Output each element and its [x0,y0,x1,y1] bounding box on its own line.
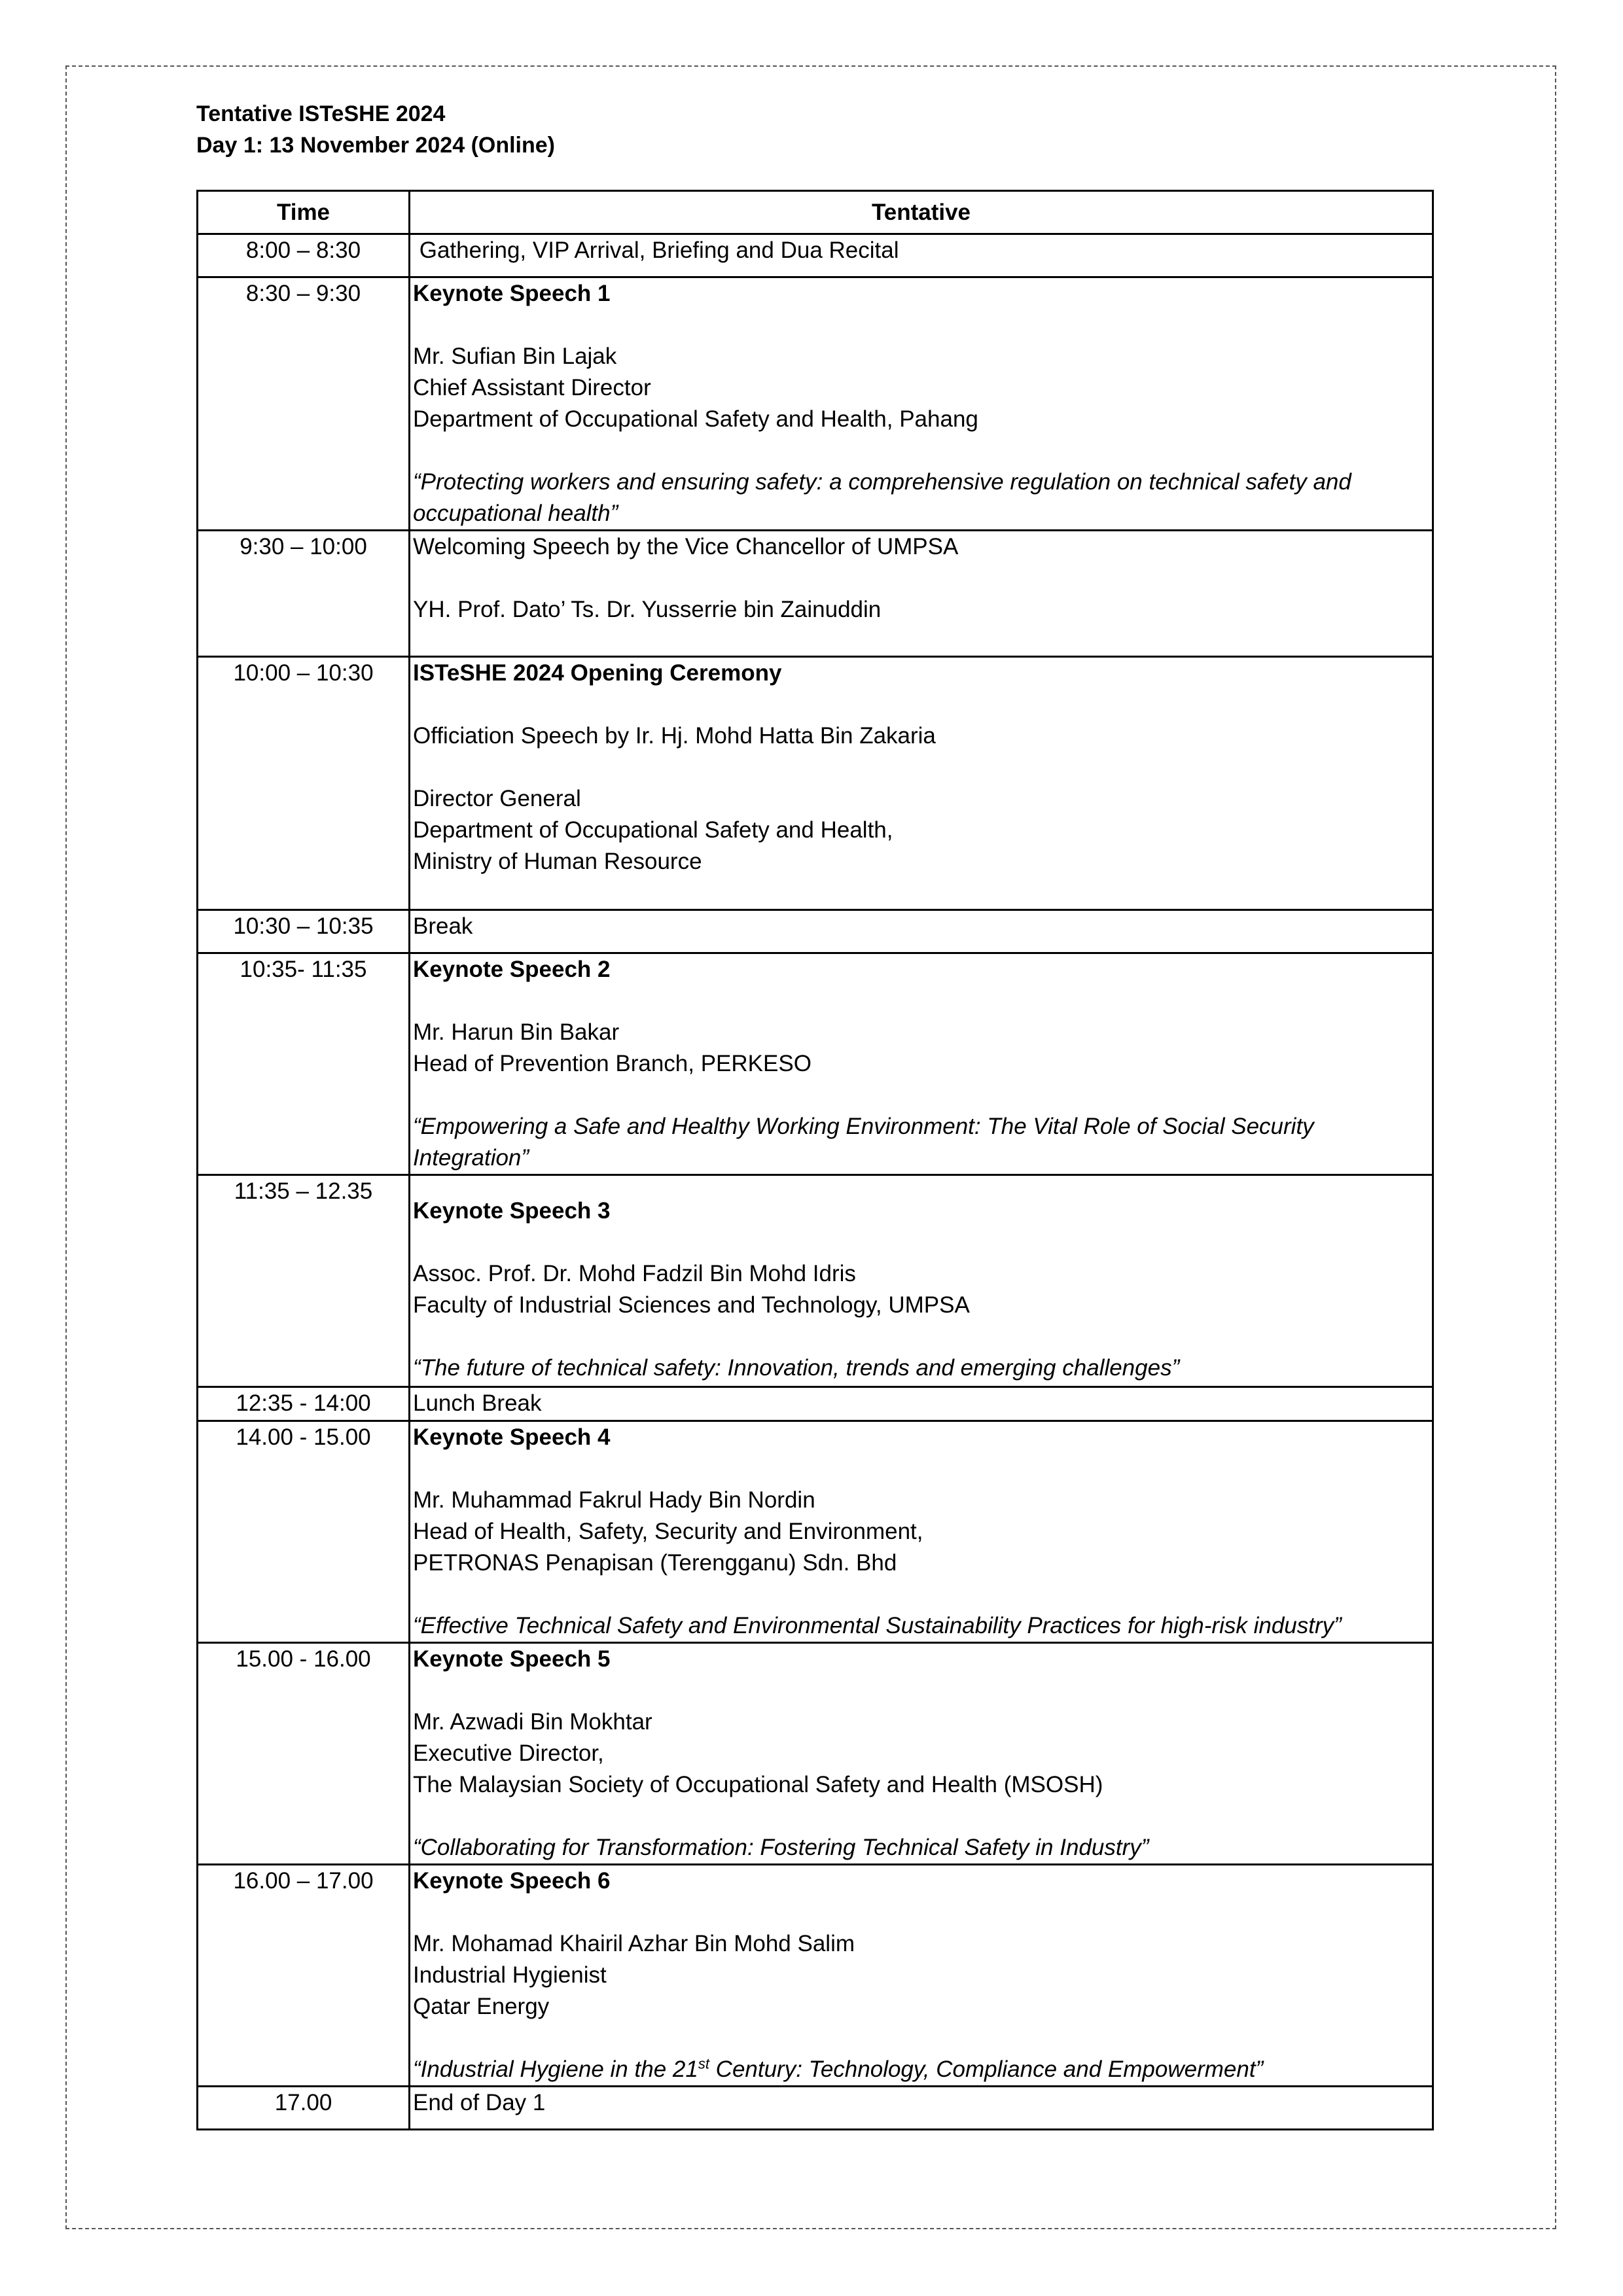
speech-topic-part-1: “Industrial Hygiene in the 21 [413,2057,698,2082]
session-title: Keynote Speech 6 [413,1868,611,1894]
tentative-cell [410,1643,1433,1865]
session-title: ISTeSHE 2024 Opening Ceremony [413,660,782,686]
session-text: Gathering, VIP Arrival, Briefing and Dua Recital [413,238,899,263]
tentative-header: Tentative [410,191,1433,234]
tentative-cell [410,531,1433,657]
speaker-organization: PETRONAS Penapisan (Terengganu) Sdn. Bhd [413,1550,897,1576]
tentative-cell [410,277,1433,531]
speech-topic: “The future of technical safety: Innovation, trends and emerging challenges” [413,1355,1180,1381]
speaker-name: Mr. Mohamad Khairil Azhar Bin Mohd Salim [413,1931,855,1956]
schedule-row-keynote-6 [198,1865,1433,2087]
schedule-row-keynote-1 [198,277,1433,531]
session-title: Keynote Speech 3 [413,1198,611,1224]
session-text: End of Day 1 [413,2090,546,2115]
speech-topic: “Protecting workers and ensuring safety: a comprehensive regulation on technical safety and occupational health” [413,469,1351,526]
speaker-role: Executive Director, [413,1740,604,1766]
session-text: Welcoming Speech by the Vice Chancellor of UMPSA [413,534,959,559]
tentative-cell [410,1865,1433,2087]
session-title: Keynote Speech 1 [413,281,611,306]
speech-topic: “Effective Technical Safety and Environmental Sustainability Practices for high-risk industry” [413,1613,1342,1638]
table-header-row [198,191,1433,234]
speech-topic: “Empowering a Safe and Healthy Working Environment: The Vital Role of Social Security Integration” [413,1114,1314,1171]
document-heading [196,98,555,161]
document-title: Tentative ISTeSHE 2024 [196,101,446,126]
speaker-name: Assoc. Prof. Dr. Mohd Fadzil Bin Mohd Idris [413,1261,856,1286]
speaker-role: Director General [413,786,581,811]
time-cell: 16.00 – 17.00 [198,1865,410,2087]
speaker-name: Mr. Azwadi Bin Mokhtar [413,1709,652,1735]
time-cell: 8:00 – 8:30 [198,234,410,277]
schedule-row-keynote-4 [198,1421,1433,1643]
speaker-role: Faculty of Industrial Sciences and Technology, UMPSA [413,1292,970,1318]
document-subtitle: Day 1: 13 November 2024 (Online) [196,133,556,158]
tentative-cell [410,910,1433,953]
session-text: Officiation Speech by Ir. Hj. Mohd Hatta Bin Zakaria [413,723,936,749]
session-text: Break [413,913,473,939]
speech-topic-part-2: Century: Technology, Compliance and Empowerment” [709,2057,1264,2082]
speaker-role: Industrial Hygienist [413,1962,607,1988]
speech-topic [413,2054,1429,2085]
session-title: Keynote Speech 4 [413,1424,611,1450]
schedule-row-end-of-day [198,2087,1433,2130]
session-title: Keynote Speech 2 [413,957,611,982]
time-cell: 14.00 - 15.00 [198,1421,410,1643]
tentative-cell [410,1387,1433,1421]
time-cell: 9:30 – 10:00 [198,531,410,657]
schedule-row-gathering [198,234,1433,277]
speaker-ministry: Ministry of Human Resource [413,849,702,874]
tentative-cell [410,234,1433,277]
schedule-row-opening-ceremony [198,657,1433,910]
speaker-role: Head of Prevention Branch, PERKESO [413,1051,812,1076]
speaker-organization: Department of Occupational Safety and Health, Pahang [413,406,978,432]
tentative-cell [410,2087,1433,2130]
schedule-row-keynote-3 [198,1175,1433,1387]
session-text: Lunch Break [413,1390,542,1416]
time-cell: 10:30 – 10:35 [198,910,410,953]
schedule-table [196,190,1434,2130]
speaker-name: Mr. Harun Bin Bakar [413,1019,620,1045]
tentative-cell [410,953,1433,1175]
session-title: Keynote Speech 5 [413,1646,611,1672]
speech-topic-superscript: st [698,2055,709,2072]
schedule-row-lunch-break [198,1387,1433,1421]
time-header: Time [198,191,410,234]
schedule-row-keynote-2 [198,953,1433,1175]
schedule-row-welcoming [198,531,1433,657]
tentative-cell [410,1175,1433,1387]
speaker-name: Mr. Sufian Bin Lajak [413,344,617,369]
time-cell: 15.00 - 16.00 [198,1643,410,1865]
time-cell: 17.00 [198,2087,410,2130]
speaker-name: Mr. Muhammad Fakrul Hady Bin Nordin [413,1487,815,1513]
time-cell: 11:35 – 12.35 [198,1175,410,1387]
speaker-role: Head of Health, Safety, Security and Environment, [413,1519,923,1544]
schedule-row-keynote-5 [198,1643,1433,1865]
time-cell: 10:00 – 10:30 [198,657,410,910]
speaker-name: YH. Prof. Dato’ Ts. Dr. Yusserrie bin Zainuddin [413,597,882,622]
speaker-organization: The Malaysian Society of Occupational Safety and Health (MSOSH) [413,1772,1103,1797]
speaker-organization: Qatar Energy [413,1994,550,2019]
tentative-cell [410,657,1433,910]
tentative-cell [410,1421,1433,1643]
time-cell: 8:30 – 9:30 [198,277,410,531]
time-cell: 12:35 - 14:00 [198,1387,410,1421]
time-cell: 10:35- 11:35 [198,953,410,1175]
schedule-row-break [198,910,1433,953]
speech-topic: “Collaborating for Transformation: Fostering Technical Safety in Industry” [413,1835,1149,1860]
speaker-role: Chief Assistant Director [413,375,651,400]
speaker-organization: Department of Occupational Safety and Health, [413,817,893,843]
